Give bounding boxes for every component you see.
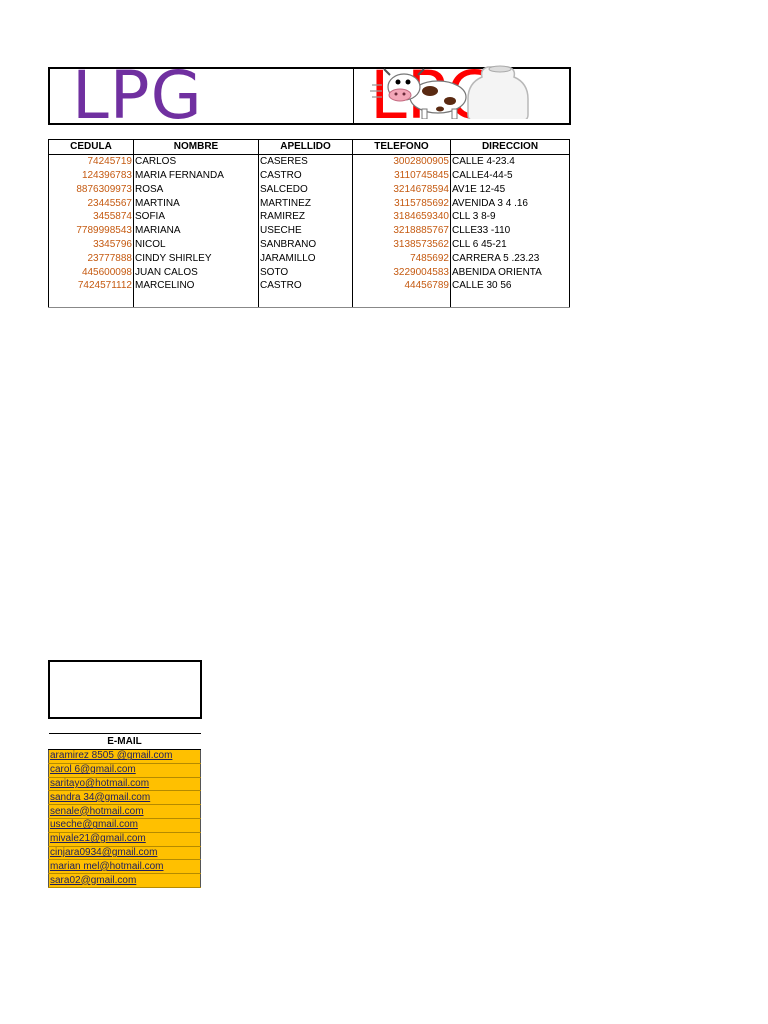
table-header-row bbox=[49, 140, 570, 155]
cell-nombre: MARTINA bbox=[134, 196, 259, 210]
header-nombre: NOMBRE bbox=[134, 140, 259, 155]
email-row bbox=[49, 791, 201, 805]
cell-nombre: MARIA FERNANDA bbox=[134, 169, 259, 183]
email-row bbox=[49, 818, 201, 832]
email-cell bbox=[49, 874, 201, 888]
email-link[interactable]: saritayo@hotmail.com bbox=[50, 777, 150, 789]
logo-right bbox=[362, 63, 568, 119]
client-table bbox=[48, 139, 570, 308]
empty-box bbox=[48, 660, 202, 719]
header-banner bbox=[48, 57, 571, 134]
cell-cedula: 3345796 bbox=[49, 238, 134, 252]
cell-telefono: 3138573562 bbox=[353, 238, 451, 252]
header-cedula: CEDULA bbox=[49, 140, 134, 155]
email-row bbox=[49, 860, 201, 874]
email-cell bbox=[49, 777, 201, 791]
cell-nombre: ROSA bbox=[134, 182, 259, 196]
cell-telefono: 3115785692 bbox=[353, 196, 451, 210]
cell-apellido: RAMIREZ bbox=[259, 210, 353, 224]
cell-nombre bbox=[134, 293, 259, 307]
cell-apellido: CASTRO bbox=[259, 279, 353, 293]
email-link[interactable]: useche@gmail.com bbox=[50, 819, 138, 831]
cell-nombre: JUAN CALOS bbox=[134, 265, 259, 279]
cell-apellido: JARAMILLO bbox=[259, 251, 353, 265]
table-row bbox=[49, 265, 570, 279]
cell-telefono: 3214678594 bbox=[353, 182, 451, 196]
email-cell bbox=[49, 763, 201, 777]
email-link[interactable]: aramirez 8505 @gmail.com bbox=[50, 750, 173, 762]
cell-apellido: SOTO bbox=[259, 265, 353, 279]
header-direccion: DIRECCION bbox=[451, 140, 570, 155]
email-cell bbox=[49, 846, 201, 860]
cell-direccion: CALLE4-44-5 bbox=[451, 169, 570, 183]
cell-direccion: CALLE 30 56 bbox=[451, 279, 570, 293]
email-row bbox=[49, 777, 201, 791]
cell-cedula: 23777888 bbox=[49, 251, 134, 265]
cell-direccion: CLL 3 8-9 bbox=[451, 210, 570, 224]
cell-cedula: 7424571112 bbox=[49, 279, 134, 293]
email-row bbox=[49, 763, 201, 777]
email-row bbox=[49, 874, 201, 888]
cell-cedula: 445600098 bbox=[49, 265, 134, 279]
email-link[interactable]: sandra 34@gmail.com bbox=[50, 791, 151, 803]
email-row bbox=[49, 846, 201, 860]
cell-telefono: 3218885767 bbox=[353, 224, 451, 238]
cell-apellido: USECHE bbox=[259, 224, 353, 238]
cell-apellido: SANBRANO bbox=[259, 238, 353, 252]
email-cell bbox=[49, 805, 201, 819]
email-link[interactable]: cinjara0934@gmail.com bbox=[50, 846, 158, 858]
cell-apellido: MARTINEZ bbox=[259, 196, 353, 210]
cell-telefono: 3110745845 bbox=[353, 169, 451, 183]
cell-telefono: 3184659340 bbox=[353, 210, 451, 224]
email-link[interactable]: sara02@gmail.com bbox=[50, 874, 137, 886]
cell-direccion: CALLE 4-23.4 bbox=[451, 154, 570, 168]
cell-direccion: ABENIDA ORIENTA bbox=[451, 265, 570, 279]
table-row bbox=[49, 182, 570, 196]
logo-left: LPG bbox=[72, 57, 203, 134]
email-link[interactable]: carol 6@gmail.com bbox=[50, 764, 136, 776]
cell-cedula: 8876309973 bbox=[49, 182, 134, 196]
cell-apellido: CASTRO bbox=[259, 169, 353, 183]
cell-apellido: SALCEDO bbox=[259, 182, 353, 196]
cell-nombre: CARLOS bbox=[134, 154, 259, 168]
cell-nombre: NICOL bbox=[134, 238, 259, 252]
cell-direccion: CARRERA 5 .23.23 bbox=[451, 251, 570, 265]
email-table bbox=[48, 733, 201, 888]
cell-direccion: CLL 6 45-21 bbox=[451, 238, 570, 252]
header-apellido: APELLIDO bbox=[259, 140, 353, 155]
cell-nombre: SOFIA bbox=[134, 210, 259, 224]
cow-milk-bottle-icon bbox=[362, 63, 568, 119]
table-row bbox=[49, 293, 570, 307]
cell-nombre: MARCELINO bbox=[134, 279, 259, 293]
email-link[interactable]: senale@hotmail.com bbox=[50, 805, 144, 817]
table-row bbox=[49, 154, 570, 168]
cell-direccion: AVENIDA 3 4 .16 bbox=[451, 196, 570, 210]
cell-nombre: CINDY SHIRLEY bbox=[134, 251, 259, 265]
cell-telefono: 7485692 bbox=[353, 251, 451, 265]
cell-nombre: MARIANA bbox=[134, 224, 259, 238]
email-cell bbox=[49, 791, 201, 805]
cell-cedula: 124396783 bbox=[49, 169, 134, 183]
table-row bbox=[49, 279, 570, 293]
email-cell bbox=[49, 832, 201, 846]
cell-cedula: 7789998543 bbox=[49, 224, 134, 238]
cell-direccion: AV1E 12-45 bbox=[451, 182, 570, 196]
header-telefono: TELEFONO bbox=[353, 140, 451, 155]
cell-direccion bbox=[451, 293, 570, 307]
cell-direccion: CLLE33 -110 bbox=[451, 224, 570, 238]
cell-apellido: CASERES bbox=[259, 154, 353, 168]
email-header: E-MAIL bbox=[49, 734, 201, 750]
email-cell bbox=[49, 860, 201, 874]
cell-telefono: 3002800905 bbox=[353, 154, 451, 168]
table-row bbox=[49, 210, 570, 224]
cell-cedula: 3455874 bbox=[49, 210, 134, 224]
email-link[interactable]: mivale21@gmail.com bbox=[50, 833, 146, 845]
cell-cedula: 74245719 bbox=[49, 154, 134, 168]
cell-telefono bbox=[353, 293, 451, 307]
cell-telefono: 3229004583 bbox=[353, 265, 451, 279]
cell-cedula: 23445567 bbox=[49, 196, 134, 210]
email-row bbox=[49, 832, 201, 846]
email-header-row bbox=[49, 734, 201, 750]
email-row bbox=[49, 805, 201, 819]
table-row bbox=[49, 169, 570, 183]
email-link[interactable]: marian mel@hotmail.com bbox=[50, 860, 164, 872]
cell-cedula bbox=[49, 293, 134, 307]
email-cell bbox=[49, 750, 201, 764]
cell-apellido bbox=[259, 293, 353, 307]
email-cell bbox=[49, 818, 201, 832]
table-row bbox=[49, 238, 570, 252]
table-row bbox=[49, 196, 570, 210]
table-row bbox=[49, 224, 570, 238]
table-row bbox=[49, 251, 570, 265]
banner-divider bbox=[353, 69, 354, 123]
cell-telefono: 44456789 bbox=[353, 279, 451, 293]
email-row bbox=[49, 750, 201, 764]
